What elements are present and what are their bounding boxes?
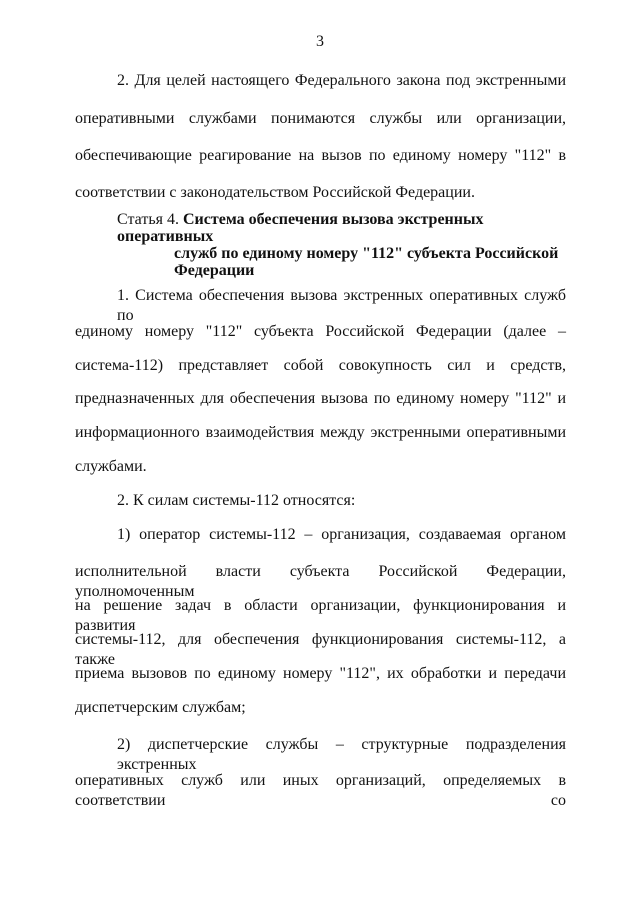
item-1-line-4: системы-112, для обеспечения функционирования системы-112, а также bbox=[75, 631, 566, 668]
article-para-1-line-3: система-112) представляет собой совокупность сил и средств, bbox=[75, 357, 566, 374]
article-title-line-3: Федерации bbox=[174, 262, 255, 279]
paragraph-2-line-3: обеспечивающие реагирование на вызов по единому номеру "112" в bbox=[75, 147, 566, 164]
article-para-1-line-5: информационного взаимодействия между экстренными оперативными bbox=[75, 424, 566, 441]
item-1-line-2: исполнительной власти субъекта Российской Федерации, уполномоченным bbox=[75, 563, 566, 600]
paragraph-2-line-4: соответствии с законодательством Российской Федерации. bbox=[75, 184, 475, 201]
paragraph-2-line-1: 2. Для целей настоящего Федерального закона под экстренными bbox=[117, 72, 566, 89]
item-2-line-1: 2) диспетчерские службы – структурные подразделения экстренных bbox=[117, 736, 566, 773]
article-para-1-line-6: службами. bbox=[75, 458, 147, 475]
article-para-1-line-4: предназначенных для обеспечения вызова по единому номеру "112" и bbox=[75, 390, 566, 407]
item-1-line-5: приема вызовов по единому номеру "112", их обработки и передачи bbox=[75, 665, 566, 682]
item-1-line-6: диспетчерским службам; bbox=[75, 699, 246, 716]
article-title-line-2: служб по единому номеру "112" субъекта Российской bbox=[174, 245, 559, 262]
article-title-line-1: Система обеспечения вызова экстренных оперативных bbox=[117, 211, 484, 245]
article-para-1-line-2: единому номеру "112" субъекта Российской Федерации (далее – bbox=[75, 323, 566, 340]
item-1-line-1: 1) оператор системы-112 – организация, создаваемая органом bbox=[117, 526, 566, 543]
item-1-line-3: на решение задач в области организации, функционирования и развития bbox=[75, 597, 566, 634]
article-para-2: 2. К силам системы-112 относятся: bbox=[117, 492, 356, 509]
article-label: Статья 4. bbox=[117, 211, 179, 228]
article-para-1-line-1: 1. Система обеспечения вызова экстренных оперативных служб по bbox=[117, 287, 566, 324]
page-number: 3 bbox=[316, 33, 324, 50]
item-2-line-2: оперативных служб или иных организаций, определяемых в соответствии со bbox=[75, 772, 566, 809]
article-heading bbox=[117, 211, 567, 279]
paragraph-2-line-2: оперативными службами понимаются службы или организации, bbox=[75, 110, 566, 127]
